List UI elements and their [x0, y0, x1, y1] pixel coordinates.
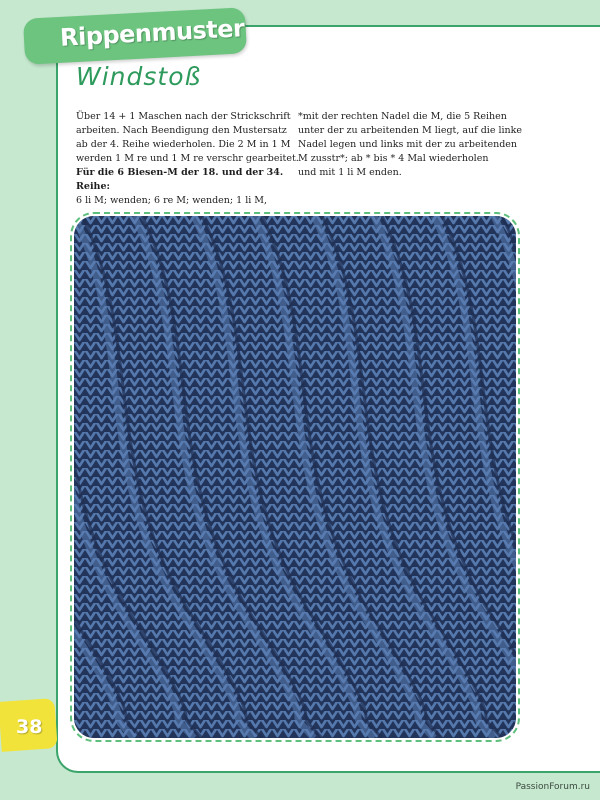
section-title: Rippenmuster [59, 14, 246, 52]
instructions-paragraph: 6 li M; wenden; 6 re M; wenden; 1 li M, [76, 195, 268, 206]
watermark: PassionForum.ru [515, 782, 590, 792]
instructions-paragraph: und mit 1 li M enden. [298, 167, 402, 178]
instructions-heading: Für die 6 Biesen-M der 18. und der 34. Reihe: [76, 167, 284, 192]
knitting-swatch-image [74, 216, 516, 738]
pattern-title: Windstoß [76, 62, 202, 91]
instructions-paragraph: *mit der rechten Nadel die M, die 5 Reihen unter der zu arbeitenden M liegt, auf die linke Nadel legen und links mit der zu arbeitenden M zusstr*; ab * bis * 4 Mal wiederholen [298, 111, 523, 164]
knitting-swatch-graphic [74, 216, 516, 738]
instructions-left-column [76, 110, 301, 208]
instructions-paragraph: Über 14 + 1 Maschen nach der Strickschrift arbeiten. Nach Beendigung den Mustersatz ab der 4. Reihe wiederholen. Die 2 M in 1 M werden 1 M re und 1 M re verschr gearbeitet. [76, 111, 299, 164]
page-number: 38 [16, 716, 43, 738]
instructions-right-column [298, 110, 523, 180]
